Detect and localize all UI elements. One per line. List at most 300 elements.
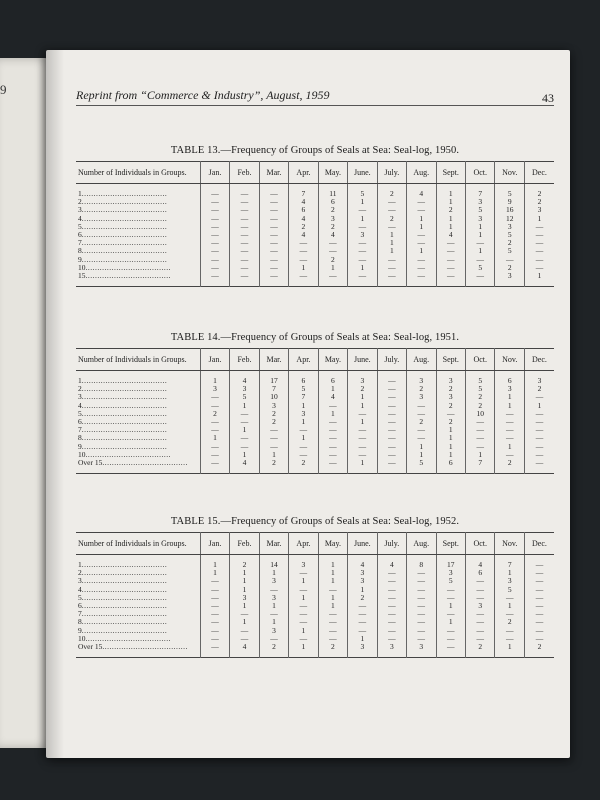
table-cell: 1: [289, 418, 318, 426]
table-cell: 1: [318, 385, 347, 393]
row-label: [76, 434, 200, 442]
table-cell: 2: [289, 459, 318, 467]
table-row: [76, 451, 554, 459]
table-cell: —: [377, 256, 406, 264]
table-cell: 1: [436, 223, 465, 231]
column-header-month: June.: [348, 533, 377, 555]
table-cell: 5: [289, 385, 318, 393]
row-label: [76, 610, 200, 618]
table-cell: 1: [524, 215, 554, 223]
table-cell: —: [407, 426, 436, 434]
leader-dots: ....................................: [81, 626, 168, 635]
table-cell: 2: [259, 418, 288, 426]
spacer-cell: [436, 651, 465, 658]
table-cell: —: [230, 272, 259, 280]
leader-dots: ....................................: [81, 231, 168, 240]
table-cell: 1: [495, 643, 524, 651]
table-cell: 5: [466, 264, 495, 272]
spacer-cell: [318, 280, 347, 287]
row-label-text: 7: [78, 426, 82, 435]
table-cell: —: [200, 215, 229, 223]
row-label: [76, 561, 200, 569]
spacer-cell: [377, 280, 406, 287]
table-cell: —: [318, 426, 347, 434]
table-cell: —: [377, 635, 406, 643]
table-cell: 1: [318, 602, 347, 610]
row-label: [76, 231, 200, 239]
row-label-text: 5: [78, 593, 82, 602]
spacer-cell: [76, 467, 200, 474]
table-cell: 2: [524, 190, 554, 198]
table-cell: 1: [230, 618, 259, 626]
table-cell: 1: [436, 198, 465, 206]
table-cell: 2: [495, 459, 524, 467]
table-cell: —: [377, 198, 406, 206]
table-cell: 4: [230, 377, 259, 385]
table-cell: 3: [348, 643, 377, 651]
column-header-month: Feb.: [230, 349, 259, 371]
table-cell: —: [407, 434, 436, 442]
table-cell: 4: [318, 231, 347, 239]
table-cell: —: [200, 618, 229, 626]
table-cell: —: [377, 577, 406, 585]
table-cell: 4: [289, 215, 318, 223]
table-cell: —: [318, 272, 347, 280]
spacer-cell: [76, 280, 200, 287]
table-cell: 1: [259, 618, 288, 626]
frequency-table: [76, 532, 554, 658]
column-header-month: May.: [318, 349, 347, 371]
table-cell: —: [348, 206, 377, 214]
spacer-row: [76, 280, 554, 287]
table-cell: 2: [348, 385, 377, 393]
table-cell: 2: [466, 643, 495, 651]
table-cell: —: [466, 272, 495, 280]
row-label: [76, 426, 200, 434]
table-cell: 5: [407, 459, 436, 467]
column-header-month: Apr.: [289, 162, 318, 184]
column-header-month: Jan.: [200, 162, 229, 184]
frequency-table: [76, 161, 554, 287]
table-cell: 1: [348, 418, 377, 426]
row-label-text: 10: [78, 634, 86, 643]
column-header-month: Sept.: [436, 162, 465, 184]
table-cell: —: [495, 627, 524, 635]
table-cell: —: [495, 256, 524, 264]
table-cell: —: [466, 426, 495, 434]
table-cell: —: [407, 594, 436, 602]
table-cell: 1: [318, 569, 347, 577]
table-cell: 2: [436, 402, 465, 410]
table-cell: 1: [348, 215, 377, 223]
table-cell: —: [318, 443, 347, 451]
row-label: [76, 569, 200, 577]
table-cell: —: [259, 586, 288, 594]
table-cell: 2: [495, 618, 524, 626]
table-cell: 3: [348, 577, 377, 585]
spacer-cell: [495, 467, 524, 474]
table-cell: 2: [259, 459, 288, 467]
table-cell: 3: [318, 215, 347, 223]
spacer-cell: [289, 651, 318, 658]
table-title: TABLE 13.—Frequency of Groups of Seals at Sea: Seal-log, 1950.: [170, 145, 460, 156]
row-label: [76, 247, 200, 255]
spacer-cell: [230, 280, 259, 287]
table-cell: —: [407, 602, 436, 610]
spacer-cell: [466, 651, 495, 658]
leader-dots: ....................................: [81, 577, 168, 586]
table-cell: —: [318, 618, 347, 626]
table-cell: 1: [377, 231, 406, 239]
table-cell: 2: [377, 190, 406, 198]
column-header-month: Aug.: [407, 162, 436, 184]
table-cell: —: [377, 459, 406, 467]
table-cell: 1: [348, 586, 377, 594]
leader-dots: ....................................: [81, 426, 168, 435]
table-cell: —: [407, 256, 436, 264]
table-cell: 1: [230, 602, 259, 610]
table-cell: —: [524, 393, 554, 401]
table-cell: 3: [230, 385, 259, 393]
table-cell: 2: [495, 239, 524, 247]
table-13: [76, 145, 554, 287]
table-cell: —: [200, 426, 229, 434]
table-cell: 5: [495, 231, 524, 239]
table-cell: —: [259, 434, 288, 442]
table-cell: 1: [348, 402, 377, 410]
table-cell: —: [377, 426, 406, 434]
row-label-text: 5: [78, 222, 82, 231]
spacer-cell: [377, 651, 406, 658]
table-cell: —: [407, 577, 436, 585]
left-page-edge: [0, 58, 52, 748]
table-cell: 5: [495, 247, 524, 255]
row-label: [76, 206, 200, 214]
row-label: [76, 377, 200, 385]
leader-dots: ....................................: [102, 643, 188, 652]
table-cell: 1: [318, 577, 347, 585]
table-cell: 6: [318, 198, 347, 206]
table-cell: 1: [436, 443, 465, 451]
spacer-cell: [289, 280, 318, 287]
table-cell: 4: [407, 190, 436, 198]
spacer-cell: [259, 467, 288, 474]
table-cell: —: [348, 434, 377, 442]
spacer-cell: [436, 280, 465, 287]
table-cell: —: [200, 247, 229, 255]
table-cell: 1: [436, 190, 465, 198]
table-cell: —: [259, 272, 288, 280]
table-cell: —: [259, 443, 288, 451]
table-cell: 3: [407, 643, 436, 651]
table-cell: 3: [466, 215, 495, 223]
table-cell: 1: [436, 618, 465, 626]
table-cell: —: [289, 610, 318, 618]
row-label-text: 6: [78, 602, 82, 611]
table-cell: —: [495, 635, 524, 643]
table-cell: 1: [348, 635, 377, 643]
table-cell: —: [200, 643, 229, 651]
table-cell: 1: [377, 239, 406, 247]
table-cell: —: [230, 434, 259, 442]
table-cell: —: [377, 569, 406, 577]
table-cell: —: [200, 231, 229, 239]
table-cell: —: [495, 418, 524, 426]
table-cell: —: [348, 410, 377, 418]
book-page: [46, 50, 570, 758]
table-cell: 11: [318, 190, 347, 198]
table-cell: —: [318, 610, 347, 618]
table-cell: —: [230, 223, 259, 231]
table-cell: —: [466, 418, 495, 426]
table-cell: —: [466, 618, 495, 626]
table-cell: —: [200, 402, 229, 410]
table-cell: 3: [466, 602, 495, 610]
table-cell: 3: [348, 569, 377, 577]
table-cell: 1: [289, 643, 318, 651]
table-cell: —: [436, 594, 465, 602]
row-label-text: Over 15: [78, 459, 103, 468]
frequency-table: [76, 348, 554, 474]
table-cell: —: [524, 443, 554, 451]
table-cell: 1: [407, 223, 436, 231]
column-header-month: Apr.: [289, 349, 318, 371]
table-cell: 1: [289, 264, 318, 272]
table-cell: 1: [407, 451, 436, 459]
leader-dots: ....................................: [81, 418, 168, 427]
table-cell: —: [436, 627, 465, 635]
table-cell: 1: [289, 627, 318, 635]
column-header-month: Aug.: [407, 533, 436, 555]
table-cell: —: [289, 569, 318, 577]
table-cell: —: [466, 577, 495, 585]
table-cell: 5: [466, 385, 495, 393]
table-cell: —: [495, 594, 524, 602]
table-row: [76, 635, 554, 643]
table-cell: 3: [466, 198, 495, 206]
leader-dots: ....................................: [81, 593, 168, 602]
table-cell: —: [377, 610, 406, 618]
table-cell: —: [318, 402, 347, 410]
table-cell: —: [230, 247, 259, 255]
table-cell: 1: [524, 402, 554, 410]
table-cell: —: [436, 264, 465, 272]
leader-dots: ....................................: [85, 450, 171, 459]
row-label: [76, 223, 200, 231]
table-cell: 1: [259, 451, 288, 459]
table-cell: —: [289, 256, 318, 264]
table-cell: —: [407, 627, 436, 635]
spacer-cell: [495, 651, 524, 658]
table-cell: 2: [436, 385, 465, 393]
row-label: [76, 190, 200, 198]
table-cell: —: [259, 635, 288, 643]
row-label: [76, 402, 200, 410]
table-cell: 2: [318, 643, 347, 651]
table-cell: 1: [466, 231, 495, 239]
table-cell: 5: [230, 393, 259, 401]
leader-dots: ....................................: [81, 401, 168, 410]
table-cell: 2: [318, 223, 347, 231]
table-cell: 14: [259, 561, 288, 569]
table-cell: 10: [259, 393, 288, 401]
row-label-text: 1: [78, 561, 82, 569]
table-cell: 1: [436, 451, 465, 459]
row-label: [76, 239, 200, 247]
table-cell: —: [436, 239, 465, 247]
table-cell: —: [407, 635, 436, 643]
spacer-cell: [200, 467, 229, 474]
table-cell: 4: [289, 231, 318, 239]
column-header-groups: Number of Individuals in Groups.: [76, 162, 200, 184]
column-header-month: Nov.: [495, 349, 524, 371]
table-cell: 7: [495, 561, 524, 569]
table-cell: —: [466, 434, 495, 442]
table-cell: —: [200, 393, 229, 401]
table-cell: 1: [289, 434, 318, 442]
table-cell: 1: [466, 223, 495, 231]
table-cell: 2: [259, 643, 288, 651]
table-cell: —: [377, 402, 406, 410]
spacer-cell: [348, 651, 377, 658]
table-cell: —: [466, 239, 495, 247]
spacer-cell: [230, 467, 259, 474]
table-cell: —: [436, 247, 465, 255]
spacer-cell: [200, 280, 229, 287]
table-cell: 3: [436, 569, 465, 577]
table-cell: —: [524, 610, 554, 618]
table-cell: —: [230, 264, 259, 272]
table-cell: 7: [466, 190, 495, 198]
row-label-text: 10: [78, 263, 86, 272]
table-cell: 1: [348, 459, 377, 467]
table-cell: —: [436, 256, 465, 264]
table-cell: 1: [495, 443, 524, 451]
table-15: [76, 516, 554, 658]
row-label: [76, 627, 200, 635]
column-header-month: June.: [348, 349, 377, 371]
table-cell: 1: [436, 602, 465, 610]
row-label-text: 8: [78, 247, 82, 256]
table-cell: 1: [289, 577, 318, 585]
table-cell: 3: [495, 385, 524, 393]
table-cell: —: [495, 434, 524, 442]
table-cell: —: [348, 443, 377, 451]
leader-dots: ....................................: [81, 198, 168, 207]
table-cell: 1: [318, 410, 347, 418]
leader-dots: ....................................: [81, 585, 168, 594]
table-cell: —: [230, 215, 259, 223]
leader-dots: ....................................: [81, 239, 168, 248]
spacer-cell: [524, 467, 554, 474]
table-cell: —: [230, 443, 259, 451]
table-cell: 1: [495, 402, 524, 410]
leader-dots: ....................................: [81, 214, 168, 223]
table-cell: —: [200, 239, 229, 247]
header-row: [76, 533, 554, 555]
table-cell: 2: [466, 393, 495, 401]
table-cell: —: [259, 198, 288, 206]
row-label: [76, 198, 200, 206]
row-label: [76, 459, 200, 467]
table-cell: 6: [436, 459, 465, 467]
table-cell: —: [200, 459, 229, 467]
table-cell: —: [348, 272, 377, 280]
row-label-text: 6: [78, 231, 82, 240]
column-header-month: Oct.: [466, 349, 495, 371]
table-cell: —: [524, 434, 554, 442]
table-cell: —: [377, 443, 406, 451]
table-cell: —: [259, 231, 288, 239]
table-cell: —: [318, 586, 347, 594]
table-cell: 1: [466, 451, 495, 459]
row-label-text: 3: [78, 393, 82, 402]
row-label-text: 2: [78, 198, 82, 207]
table-cell: —: [524, 239, 554, 247]
table-cell: 5: [466, 377, 495, 385]
table-cell: —: [348, 223, 377, 231]
table-cell: —: [495, 410, 524, 418]
table-cell: 4: [436, 231, 465, 239]
table-row: [76, 256, 554, 264]
row-label: [76, 272, 200, 280]
table-row: [76, 215, 554, 223]
table-cell: —: [289, 618, 318, 626]
row-label: [76, 256, 200, 264]
table-cell: 3: [495, 223, 524, 231]
table-cell: 4: [230, 459, 259, 467]
table-cell: —: [377, 272, 406, 280]
table-cell: 3: [259, 627, 288, 635]
table-cell: —: [466, 610, 495, 618]
table-cell: 5: [466, 206, 495, 214]
column-header-month: May.: [318, 533, 347, 555]
row-label: [76, 385, 200, 393]
table-cell: 1: [495, 393, 524, 401]
table-cell: —: [407, 231, 436, 239]
table-cell: 3: [259, 402, 288, 410]
row-label-text: 7: [78, 239, 82, 248]
table-cell: —: [524, 426, 554, 434]
row-label-text: 4: [78, 585, 82, 594]
spacer-cell: [318, 651, 347, 658]
row-label: [76, 410, 200, 418]
table-cell: —: [377, 434, 406, 442]
table-cell: —: [407, 402, 436, 410]
table-cell: —: [318, 627, 347, 635]
spacer-cell: [318, 467, 347, 474]
table-cell: 3: [377, 643, 406, 651]
table-cell: —: [407, 272, 436, 280]
table-cell: 2: [259, 410, 288, 418]
table-cell: —: [289, 451, 318, 459]
table-cell: —: [200, 451, 229, 459]
table-cell: —: [289, 239, 318, 247]
table-cell: —: [289, 602, 318, 610]
table-cell: —: [200, 594, 229, 602]
table-row: [76, 385, 554, 393]
row-label-text: 8: [78, 434, 82, 443]
table-cell: 1: [407, 215, 436, 223]
column-header-month: Aug.: [407, 349, 436, 371]
row-label: [76, 618, 200, 626]
table-cell: 1: [466, 247, 495, 255]
column-header-month: Nov.: [495, 162, 524, 184]
table-cell: 2: [200, 410, 229, 418]
row-label-text: 1: [78, 377, 82, 385]
table-cell: 2: [318, 206, 347, 214]
table-cell: —: [436, 272, 465, 280]
